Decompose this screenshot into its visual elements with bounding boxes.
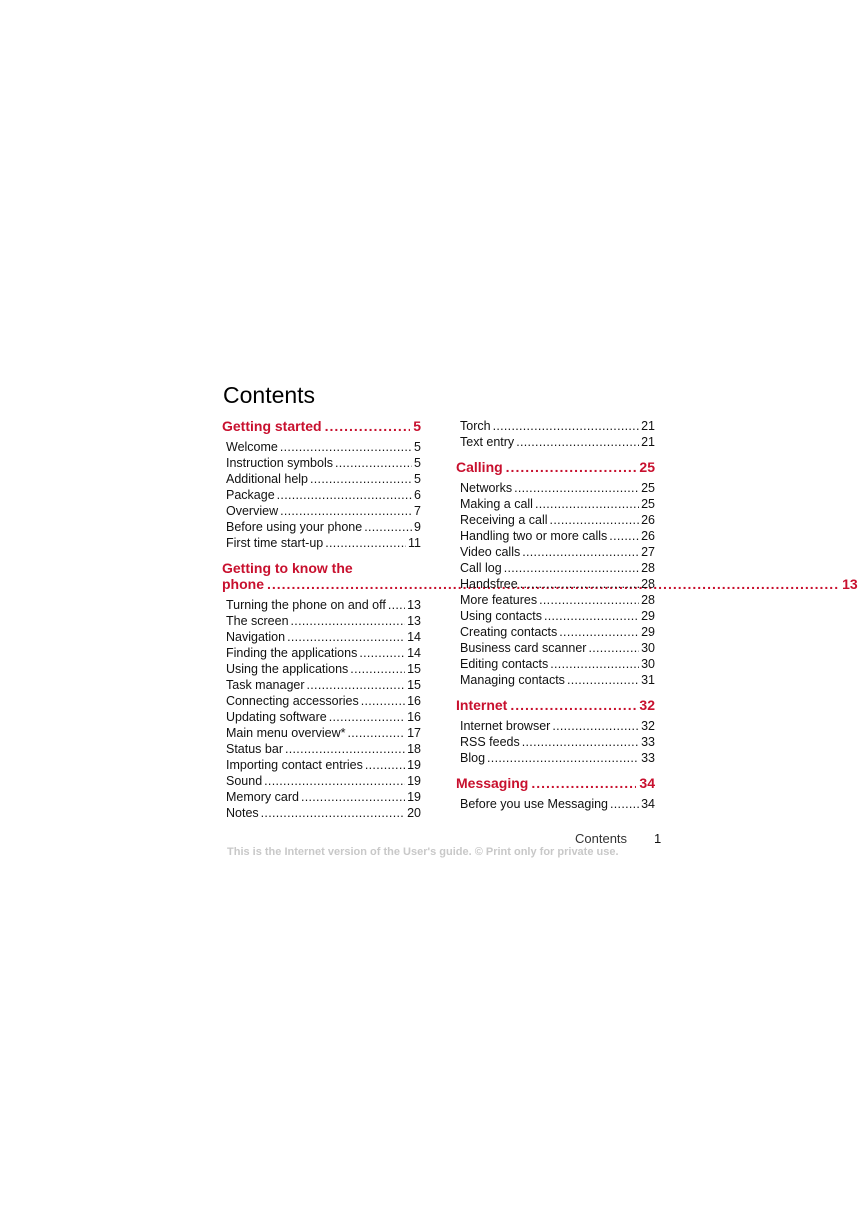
toc-entry[interactable]: Blog ..... 33 [456,750,655,766]
toc-section-calling [456,457,655,688]
toc-heading[interactable]: Internet ..... 32 [456,695,655,715]
toc-entry[interactable]: First time start-up ..... 11 [222,535,421,551]
toc-heading[interactable]: Getting started ..... 5 [222,416,421,436]
toc-entry[interactable]: Instruction symbols ..... 5 [222,455,421,471]
toc-heading[interactable]: Calling ..... 25 [456,457,655,477]
toc-entry[interactable]: Overview ..... 7 [222,503,421,519]
toc-entry[interactable]: Task manager ..... 15 [222,677,421,693]
toc-entry[interactable]: Creating contacts ..... 29 [456,624,655,640]
footer-note: This is the Internet version of the User's guide. © Print only for private use. [227,846,619,858]
toc-heading[interactable]: Messaging ..... 34 [456,773,655,793]
toc-entry[interactable]: Managing contacts ..... 31 [456,672,655,688]
toc-entry[interactable]: Package ..... 6 [222,487,421,503]
toc-entry[interactable]: Using contacts ..... 29 [456,608,655,624]
toc-entry[interactable]: Finding the applications ..... 14 [222,645,421,661]
toc-entry[interactable]: Turning the phone on and off ..... 13 [222,597,421,613]
footer-section-label: Contents [575,831,628,846]
toc-entry[interactable]: Before using your phone ..... 9 [222,519,421,535]
toc-heading-page: 5 [413,418,421,434]
toc-entry[interactable]: Using the applications ..... 15 [222,661,421,677]
toc-entry[interactable]: More features ..... 28 [456,592,655,608]
toc-entry[interactable]: Call log ..... 28 [456,560,655,576]
toc-entry[interactable]: Networks ..... 25 [456,480,655,496]
toc-heading-page: 13 [842,576,858,592]
toc-entry[interactable]: Video calls ..... 27 [456,544,655,560]
toc-section-getting-started [222,416,421,551]
toc-entry[interactable]: Memory card ..... 19 [222,789,421,805]
toc-entry[interactable]: Connecting accessories ..... 16 [222,693,421,709]
toc-entry[interactable]: Making a call ..... 25 [456,496,655,512]
toc-entry[interactable]: Editing contacts ..... 30 [456,656,655,672]
toc-section-continued [456,418,655,450]
toc-entry[interactable]: Importing contact entries ..... 19 [222,757,421,773]
toc-heading-page: 25 [639,459,655,475]
toc-section-messaging [456,773,655,812]
toc-entry[interactable]: Receiving a call ..... 26 [456,512,655,528]
toc-entry[interactable]: The screen ..... 13 [222,613,421,629]
toc-section-internet [456,695,655,766]
toc-entry[interactable]: Text entry ..... 21 [456,434,655,450]
toc-entry[interactable]: Main menu overview* ..... 17 [222,725,421,741]
toc-entry[interactable]: RSS feeds ..... 33 [456,734,655,750]
toc-entry[interactable]: Status bar ..... 18 [222,741,421,757]
toc-heading[interactable]: Getting to know the phone ..... 13 [222,558,421,594]
footer-page-number: 1 [654,831,662,846]
toc-entry[interactable]: Welcome ..... 5 [222,439,421,455]
toc-entry[interactable]: Business card scanner ..... 30 [456,640,655,656]
page-title: Contents [223,382,316,408]
toc-entry[interactable]: Navigation ..... 14 [222,629,421,645]
toc-entry[interactable]: Torch ..... 21 [456,418,655,434]
toc-entry[interactable]: Handling two or more calls ..... 26 [456,528,655,544]
toc-entry[interactable]: Internet browser ..... 32 [456,718,655,734]
toc-heading-page: 32 [639,697,655,713]
toc-entry[interactable]: Handsfree ..... 28 [456,576,655,592]
toc-entry[interactable]: Before you use Messaging ..... 34 [456,796,655,812]
toc-entry[interactable]: Additional help ..... 5 [222,471,421,487]
toc-heading-page: 34 [639,775,655,791]
toc-entry[interactable]: Notes ..... 20 [222,805,421,821]
toc-right-column [456,416,655,819]
toc-entry[interactable]: Updating software ..... 16 [222,709,421,725]
toc-entry[interactable]: Sound ..... 19 [222,773,421,789]
